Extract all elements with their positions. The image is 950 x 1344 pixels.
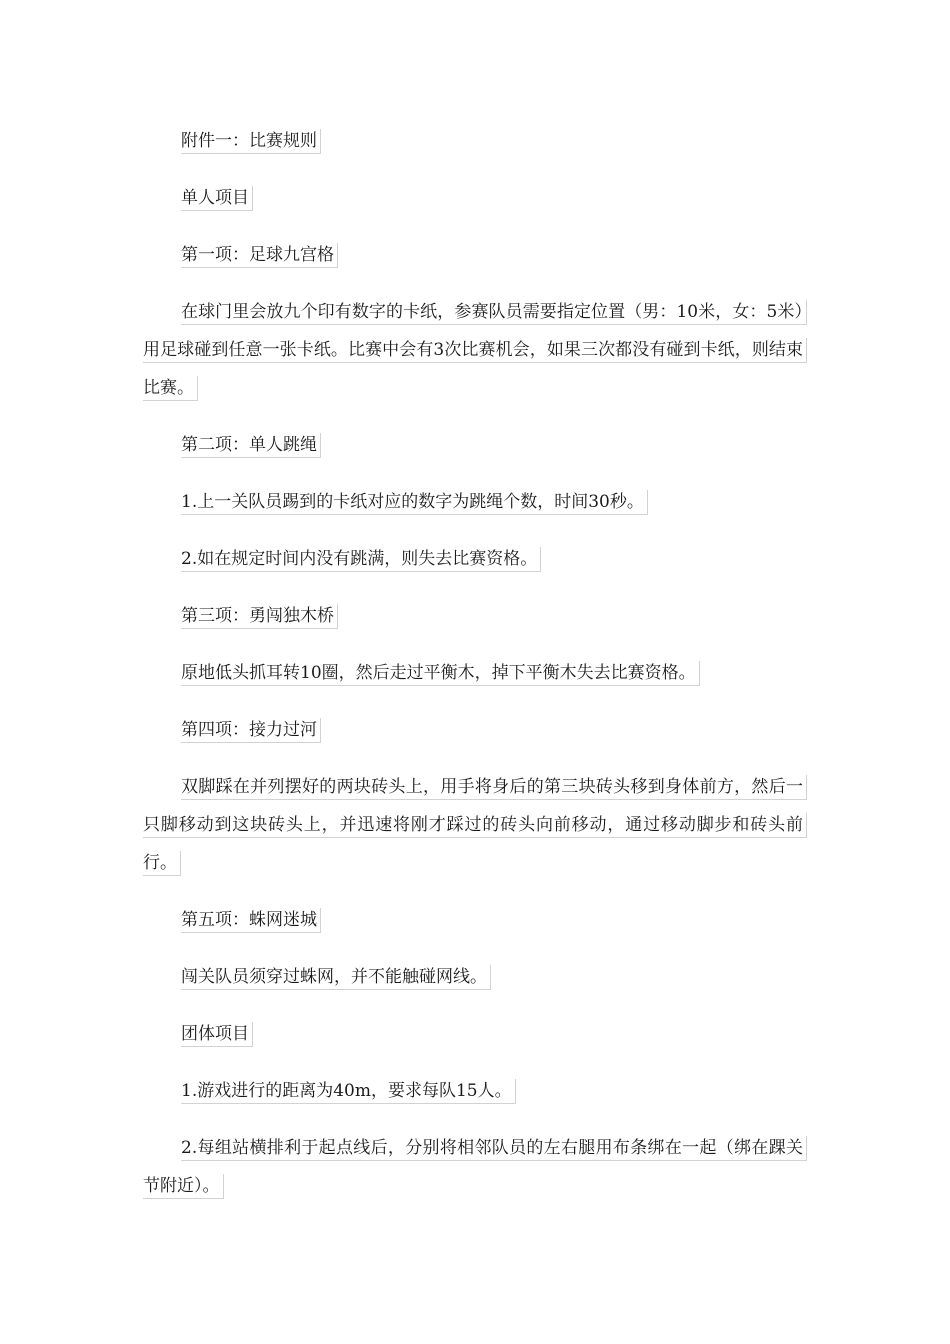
section-heading-team-text: 团体项目: [181, 1022, 253, 1047]
event-heading-5: [143, 901, 807, 939]
event-5-description: [143, 958, 807, 996]
event-3-description-text: 原地低头抓耳转10圈，然后走过平衡木，掉下平衡木失去比赛资格。: [181, 661, 700, 686]
event-2-rule-1: [143, 483, 807, 521]
event-heading-3: [143, 597, 807, 635]
event-heading-1-text: 第一项：足球九宫格: [181, 243, 338, 268]
event-3-description: [143, 654, 807, 692]
event-4-description: [143, 768, 807, 882]
event-1-description-text: 在球门里会放九个印有数字的卡纸，参赛队员需要指定位置（男：10米，女：5米）用足球碰到任意一张卡纸。比赛中会有3次比赛机会，如果三次都没有碰到卡纸，则结束比赛。: [143, 300, 807, 401]
section-heading-team: [143, 1015, 807, 1053]
event-heading-3-text: 第三项：勇闯独木桥: [181, 604, 338, 629]
event-heading-1: [143, 236, 807, 274]
event-2-rule-2-text: 2.如在规定时间内没有跳满，则失去比赛资格。: [181, 547, 541, 572]
document-body: [143, 122, 807, 1224]
appendix-title-text: 附件一：比赛规则: [181, 129, 321, 154]
section-heading-individual-text: 单人项目: [181, 186, 253, 211]
event-heading-4: [143, 711, 807, 749]
team-rule-2: [143, 1129, 807, 1205]
section-heading-individual: [143, 179, 807, 217]
team-rule-1: [143, 1072, 807, 1110]
event-2-rule-1-text: 1.上一关队员踢到的卡纸对应的数字为跳绳个数，时间30秒。: [181, 490, 648, 515]
event-1-description: [143, 293, 807, 407]
event-heading-4-text: 第四项：接力过河: [181, 718, 321, 743]
team-rule-2-text: 2.每组站横排利于起点线后，分别将相邻队员的左右腿用布条绑在一起（绑在踝关节附近）。: [143, 1136, 807, 1199]
event-4-description-text: 双脚踩在并列摆好的两块砖头上，用手将身后的第三块砖头移到身体前方，然后一只脚移动到这块砖头上，并迅速将刚才踩过的砖头向前移动，通过移动脚步和砖头前行。: [143, 775, 807, 876]
event-heading-5-text: 第五项：蛛网迷城: [181, 908, 321, 933]
event-heading-2-text: 第二项：单人跳绳: [181, 433, 321, 458]
event-heading-2: [143, 426, 807, 464]
appendix-title: [143, 122, 807, 160]
event-2-rule-2: [143, 540, 807, 578]
team-rule-1-text: 1.游戏进行的距离为40m，要求每队15人。: [181, 1079, 516, 1104]
event-5-description-text: 闯关队员须穿过蛛网，并不能触碰网线。: [181, 965, 491, 990]
